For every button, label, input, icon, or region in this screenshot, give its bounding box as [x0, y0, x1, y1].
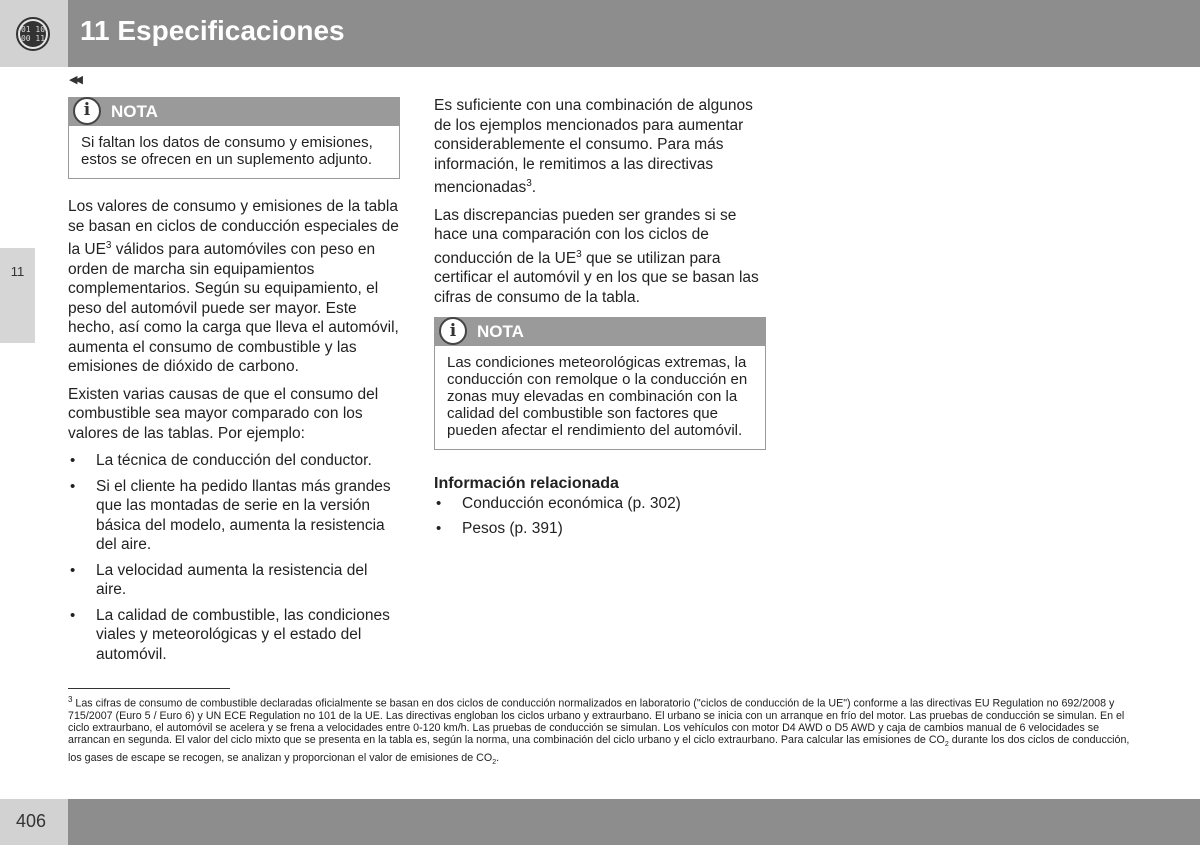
- footnote: $^3$ Las cifras de consumo de combustible declaradas oficialmente se basan en dos ciclos de conducción normalizados en laboratorio ("ciclos de conducción de la UE") conforme a las directivas EU Regulation no 692/2008 y 715/2007 (Euro 5 / Euro 6) y UN ECE Regulation no 101 de la UE. Las directivas engloban los ciclos urbano y extraurbano. El urbano se inicia con un arranque en frío del motor. Las pruebas de conducción se simulan. En el ciclo extraurbano, el automóvil se acelera y se frena a velocidades entre 0-120 km/h. Las pruebas de conducción se simulan. Los vehículos con motor D4 AWD o D5 AWD y caja de cambios manual de 6 velocidades se arrancan en segunda. El valor del ciclo mixto que se presenta en la tabla es, según la norma, una combinación del ciclo urbano y el ciclo extraurbano. Para calcular las emisiones de $CO_2$ durante los dos ciclos de conducción, los gases de escape se recogen, se analizan y proporcionan el valor de emisiones de $CO_2$.: [68, 695, 1130, 766]
- page-header: [0, 0, 1200, 67]
- info-icon: i: [439, 317, 467, 345]
- list-item: • La velocidad aumenta la resistencia del aire.: [68, 561, 400, 600]
- note-body: Las condiciones meteorológicas extremas, la conducción con remolque o la conducción en zonas muy elevadas en combinación con la calidad del combustible son factores que pueden afectar el rendimiento del automóvil.: [447, 354, 748, 440]
- footnote-marker: 3: [68, 695, 73, 704]
- footer-tab: [0, 799, 68, 845]
- bullet-list: [68, 451, 400, 664]
- page-footer: [0, 799, 1200, 845]
- list-item: • La técnica de conducción del conductor.: [68, 451, 400, 471]
- note-body: Si faltan los datos de consumo y emisiones, estos se ofrecen en un suplemento adjunto.: [81, 134, 373, 168]
- note-header: [435, 318, 765, 346]
- related-info-heading: Información relacionada: [434, 475, 619, 493]
- note-box: [434, 317, 766, 450]
- info-icon: i: [73, 97, 101, 125]
- column-right: [434, 96, 766, 545]
- footnote-ref: 3: [526, 178, 532, 189]
- paragraph: Las discrepancias pueden ser grandes si se hace una comparación con los ciclos de conducción de la $UE^3$ que se utilizan para certificar el automóvil y en los que se basan las cifras de consumo de la tabla.: [434, 206, 759, 306]
- chapter-icon-digits-top: 01 10: [20, 25, 46, 34]
- column-left: [68, 97, 400, 670]
- list-item: • Si el cliente ha pedido llantas más grandes que las montadas de serie en la versión básica del modelo, aumenta la resistencia del aire.: [68, 477, 400, 555]
- footnote-divider: [68, 688, 230, 689]
- paragraph: Los valores de consumo y emisiones de la tabla se basan en ciclos de conducción especiales de la $UE^3$ válidos para automóviles con peso en orden de marcha sin equipamientos complementarios. Según su equipamiento, el peso del automóvil puede ser mayor. Este hecho, así como la carga que lleva el automóvil, aumenta el consumo de combustible y las emisiones de dióxido de carbono.: [68, 198, 399, 376]
- header-tab: [0, 0, 68, 67]
- note-box: [68, 97, 400, 179]
- chapter-side-tab: [0, 248, 35, 343]
- related-links-list: [434, 494, 766, 539]
- page-number: 406: [16, 811, 47, 831]
- continued-from-previous-icon: ◀◀: [69, 74, 80, 86]
- note-title: NOTA: [477, 322, 524, 342]
- chapter-icon: [16, 17, 50, 51]
- chapter-icon-digits-bottom: 00 11: [20, 34, 46, 43]
- chapter-title: 11 Especificaciones: [80, 15, 345, 46]
- related-link[interactable]: • Conducción económica (p. 302): [434, 494, 766, 514]
- paragraph: Existen varias causas de que el consumo del combustible sea mayor comparado con los valores de las tablas. Por ejemplo:: [68, 385, 379, 442]
- note-title: NOTA: [111, 102, 158, 121]
- related-link[interactable]: • Pesos (p. 391): [434, 519, 766, 539]
- chapter-side-tab-label: 11: [10, 264, 25, 279]
- footnote-ref: 3: [105, 240, 112, 251]
- paragraph: Es suficiente con una combinación de algunos de los ejemplos mencionados para aumentar considerablemente el consumo. Para más información, le remitimos a las directivas mencionadas$^3$.: [434, 97, 753, 197]
- note-header: [69, 98, 399, 126]
- list-item: • La calidad de combustible, las condiciones viales y meteorológicas y el estado del automóvil.: [68, 606, 400, 665]
- footnote-ref: 3: [576, 248, 582, 260]
